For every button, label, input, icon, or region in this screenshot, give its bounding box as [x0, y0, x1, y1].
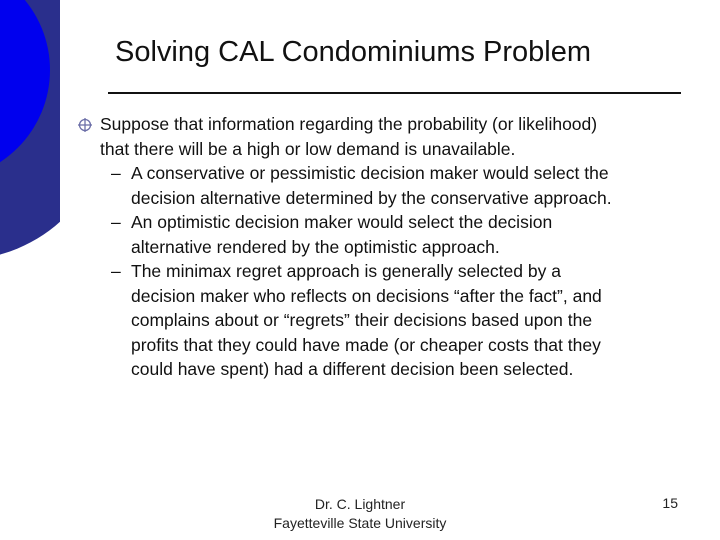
- subpoint-line: A conservative or pessimistic decision maker would select the: [131, 163, 609, 183]
- footer-institution: Fayetteville State University: [273, 515, 447, 531]
- page-number: 15: [662, 495, 678, 511]
- main-bullet: [100, 112, 690, 161]
- title-underline: [108, 92, 681, 94]
- subpoint-conservative: [100, 161, 690, 210]
- subpoint-line: decision alternative determined by the conservative approach.: [131, 187, 612, 208]
- slide-body: [100, 112, 690, 382]
- circle-cross-bullet-icon: [77, 117, 93, 133]
- slide-title: Solving CAL Condominiums Problem: [115, 36, 592, 68]
- subpoint-line: decision maker who reflects on decisions “after the fact”, and: [131, 285, 602, 306]
- decorative-blue-circles: [0, 0, 60, 260]
- subpoint-minimax-regret: [100, 259, 690, 382]
- dash-bullet: –: [111, 163, 121, 183]
- slide-footer: [260, 495, 460, 533]
- main-bullet-line-2: that there will be a high or low demand is unavailable.: [100, 138, 516, 159]
- main-bullet-line-1: Suppose that information regarding the probability (or likelihood): [100, 114, 598, 134]
- subpoint-line: alternative rendered by the optimistic approach.: [131, 236, 500, 257]
- subpoint-line: could have spent) had a different decision been selected.: [131, 359, 574, 379]
- footer-author: Dr. C. Lightner: [314, 496, 406, 512]
- subpoint-line: complains about or “regrets” their decisions based upon the: [131, 310, 593, 330]
- subpoint-line: The minimax regret approach is generally selected by a: [131, 261, 561, 281]
- subpoint-line: An optimistic decision maker would select the decision: [131, 212, 553, 232]
- dash-bullet: –: [111, 212, 121, 232]
- subpoint-line: profits that they could have made (or cheaper costs that they: [131, 334, 601, 355]
- subpoint-optimistic: [100, 210, 690, 259]
- dash-bullet: –: [111, 261, 121, 281]
